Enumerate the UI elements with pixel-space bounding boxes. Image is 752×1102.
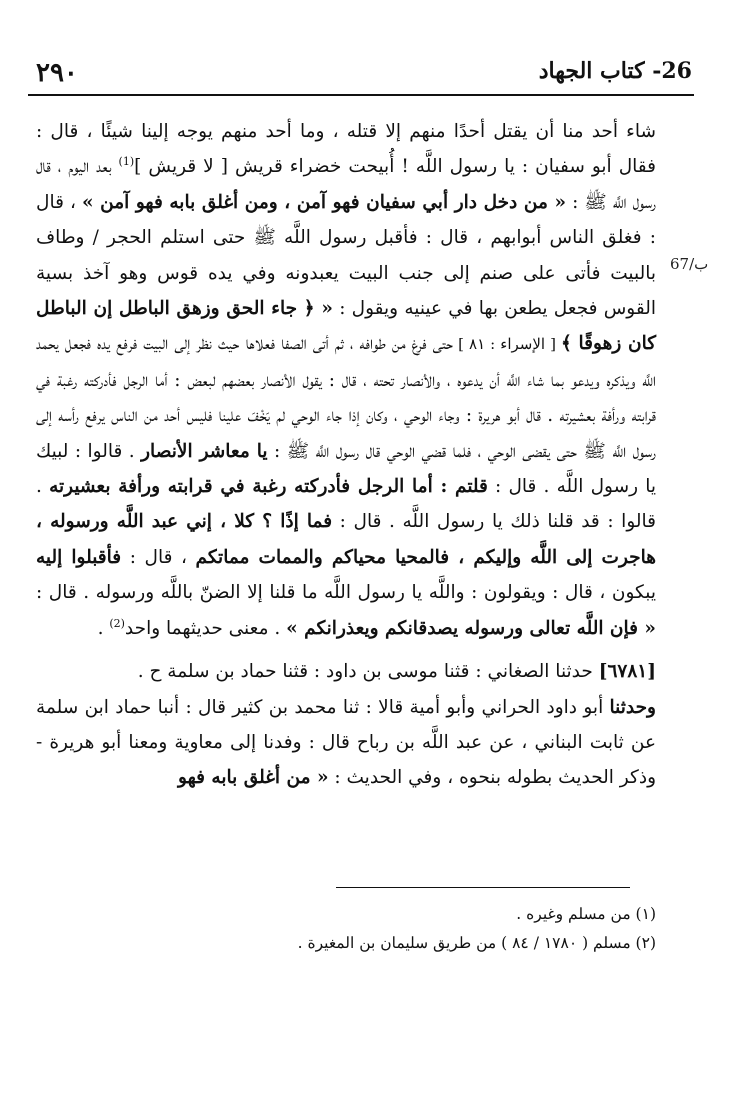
quote-bold: « من دخل دار أبي سفيان فهو آمن ، ومن أغلق بابه فهو آمن »	[81, 191, 567, 213]
hadith-isnad-paragraph: وحدثنا أبو داود الحراني وأبو أمية قالا : ثنا محمد بن كثير قال : أنبا حماد ابن سلمة عن ثابت البناني ، عن عبد اللَّه بن رباح قال : وفدنا إلى معاوية ومعنا أبو هريرة - وذكر الحديث بطوله بنحوه ، وفي الحديث : « من أغلق بابه فهو	[36, 696, 656, 789]
footnote-divider	[336, 887, 630, 888]
quote-bold: « من أغلق بابه فهو	[178, 767, 329, 789]
quran-citation: [ الإسراء : ٨١ ]	[453, 335, 561, 354]
quote-bold: قلتم : أما الرجل فأدركته رغبة في قرابته ورأفة بعشيرته	[49, 476, 488, 498]
hadith-number: [٦٧٨١]	[598, 661, 656, 683]
quote-bold: يا معاشر الأنصار	[141, 440, 268, 462]
main-text	[36, 114, 656, 796]
hadith-isnad-paragraph: [٦٧٨١] حدثنا الصغاني : قثنا موسى بن داود : قثنا حماد بن سلمة ح .	[137, 661, 656, 683]
footnote-ref-2: (2)	[109, 616, 125, 630]
manuscript-folio-note: 67/ب	[670, 255, 709, 273]
quote-bold: « فإن اللَّه تعالى ورسوله يصدقانكم ويعذرانكم »	[286, 617, 656, 639]
chapter-title: 26- كتاب الجهاد	[538, 58, 692, 84]
isnad-lead: وحدثنا	[609, 696, 656, 718]
hadith-paragraph: شاء أحد منا أن يقتل أحدًا منهم إلا قتله ، وما أحد منهم يوجه إلينا شيئًا ، قال : فقال أبو سفيان : يا رسول اللَّه ! أُبيحت خضراء قريش [ لا قريش ]$^{(1)}$ بعد اليوم ، قال رسول اللَّه ﷺ : « من دخل دار أبي سفيان فهو آمن ، ومن أغلق بابه فهو آمن » ، قال : فغلق الناس أبوابهم ، قال : فأقبل رسول اللَّه ﷺ حتى استلم الحجر / وطاف بالبيت فأتى على صنم إلى جنب البيت يعبدونه وفي يده قوس وهو آخذ بسية القوس فجعل يطعن بها في عينيه ويقول : « ﴿ جاء الحق وزهق الباطل إن الباطل كان زهوقًا ﴾ [ الإسراء : ٨١ ] حتى فرغ من طوافه ، ثم أتى الصفا فعلاها حيث نظر إلى البيت فرفع يده فجعل يحمد اللَّه ويذكره ويدعو بما شاء اللَّه أن يدعوه ، والأنصار تحته ، قال : يقول الأنصار بعضهم لبعض : أما الرجل فأدركته رغبة في قرابته ورأفة بعشيرته . قال أبو هريرة : وجاء الوحي ، وكان إذا جاء الوحي لم يَخْفَ علينا فليس أحد من الناس يرفع رأسه إلى رسول اللَّه ﷺ حتى يقضى الوحي ، فلما قضي الوحي قال رسول اللَّه ﷺ : يا معاشر الأنصار . قالوا : لبيك يا رسول اللَّه . قال : قلتم : أما الرجل فأدركته رغبة في قرابته ورأفة بعشيرته . قالوا : قد قلنا ذلك يا رسول اللَّه . قال : فما إذًا ؟ كلا ، إني عبد اللَّه ورسوله ، هاجرت إلى اللَّه وإليكم ، فالمحيا محياكم والممات مماتكم ، قال : فأقبلوا إليه يبكون ، قال : ويقولون : واللَّه يا رسول اللَّه ما قلنا إلا الضنّ باللَّه ورسوله . قال : « فإن اللَّه تعالى ورسوله يصدقانكم ويعذرانكم » . معنى حديثهما واحد$^{(2)}$ .	[36, 121, 657, 639]
quote-bold: فما إذًا ؟ كلا ، إني عبد اللَّه ورسوله ، هاجرت إلى اللَّه وإليكم ، فالمحيا محياكم والممات مماتكم	[36, 511, 656, 568]
footnote-1: (١) من مسلم وغيره .	[516, 905, 656, 923]
quran-quote: « ﴿ جاء الحق وزهق الباطل إن الباطل كان زهوقًا ﴾	[36, 298, 657, 355]
footnote-2: (٢) مسلم ( ١٧٨٠ / ٨٤ ) من طريق سليمان بن المغيرة .	[297, 934, 656, 952]
page-number: ٢٩٠	[36, 58, 78, 88]
quote-bold: فأقبلوا إليه	[36, 546, 122, 568]
footnotes	[200, 900, 656, 958]
footnote-ref-1: (1)	[118, 155, 135, 169]
page-header	[28, 52, 694, 96]
